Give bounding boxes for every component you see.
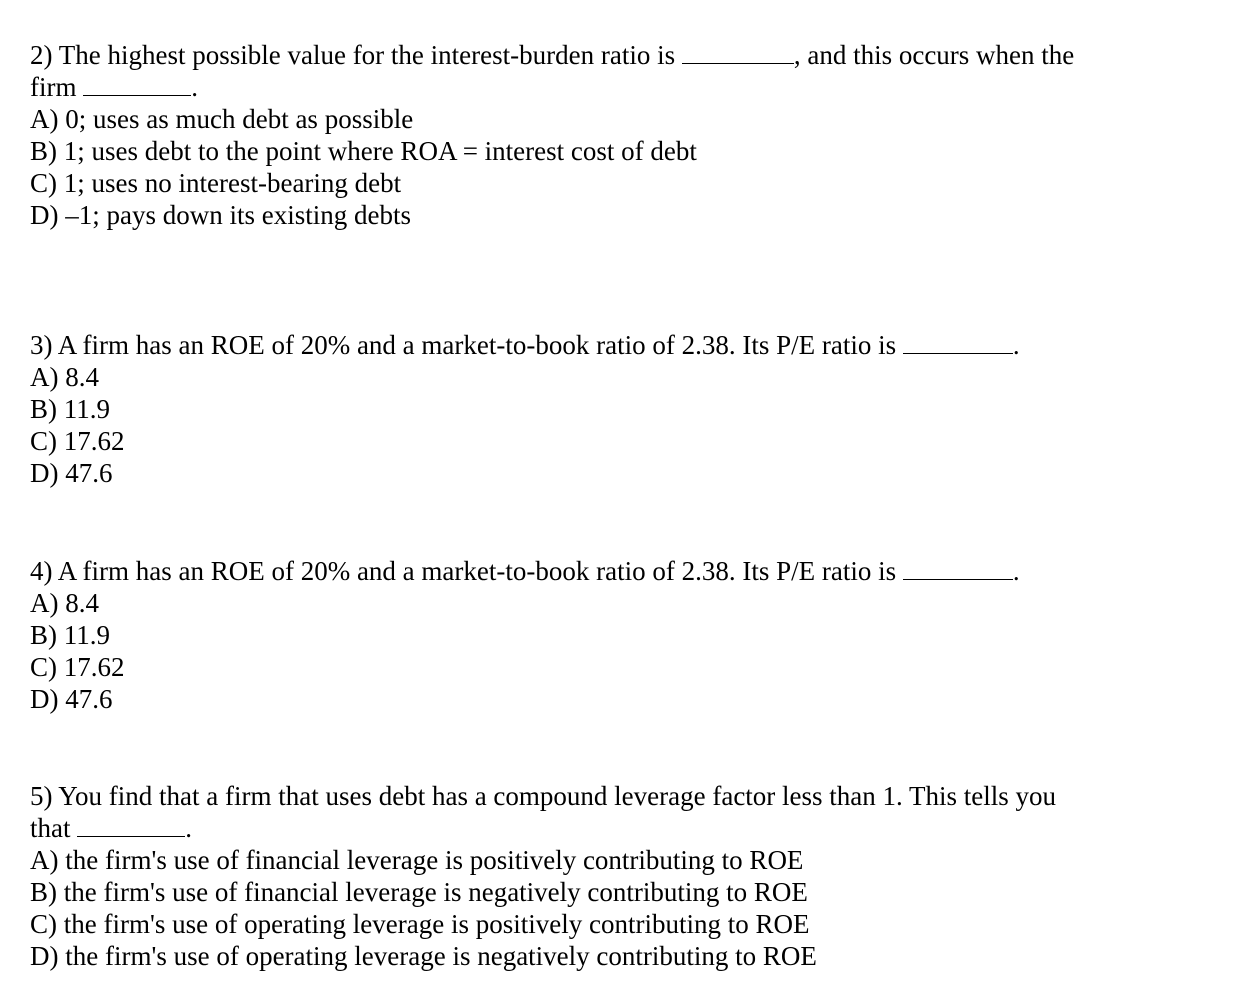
option-a: A) 8.4 [30, 588, 99, 618]
option-b: B) 1; uses debt to the point where ROA = interest cost of debt [30, 136, 697, 166]
question-5 [30, 780, 1230, 972]
option-d: D) the firm's use of operating leverage is negatively contributing to ROE [30, 941, 817, 971]
answer-blank [682, 39, 794, 64]
answer-blank [903, 329, 1013, 354]
option-a: A) the firm's use of financial leverage is positively contributing to ROE [30, 845, 804, 875]
option-a: A) 0; uses as much debt as possible [30, 104, 414, 134]
option-c: C) 1; uses no interest-bearing debt [30, 168, 402, 198]
question-2 [30, 39, 1230, 231]
option-a: A) 8.4 [30, 362, 99, 392]
question-stem-line-1: 5) You find that a firm that uses debt has a compound leverage factor less than 1. This tells you [30, 781, 1057, 811]
option-d: D) 47.6 [30, 684, 113, 714]
option-d: D) 47.6 [30, 458, 113, 488]
option-b: B) 11.9 [30, 620, 110, 650]
question-stem-line-2: that . [30, 813, 192, 843]
option-c: C) 17.62 [30, 652, 125, 682]
option-c: C) the firm's use of operating leverage is positively contributing to ROE [30, 909, 810, 939]
answer-blank [77, 812, 185, 837]
question-stem-line-2: firm . [30, 72, 198, 102]
question-stem: 4) A firm has an ROE of 20% and a market-to-book ratio of 2.38. Its P/E ratio is . [30, 556, 1020, 586]
option-b: B) the firm's use of financial leverage is negatively contributing to ROE [30, 877, 808, 907]
answer-blank [903, 555, 1013, 580]
option-b: B) 11.9 [30, 394, 110, 424]
option-d: D) –1; pays down its existing debts [30, 200, 411, 230]
question-stem: 3) A firm has an ROE of 20% and a market-to-book ratio of 2.38. Its P/E ratio is . [30, 330, 1020, 360]
question-stem-line-1: 2) The highest possible value for the interest-burden ratio is , and this occurs when the [30, 40, 1075, 70]
question-3 [30, 329, 1230, 489]
answer-blank [83, 71, 191, 96]
question-4 [30, 555, 1230, 715]
option-c: C) 17.62 [30, 426, 125, 456]
